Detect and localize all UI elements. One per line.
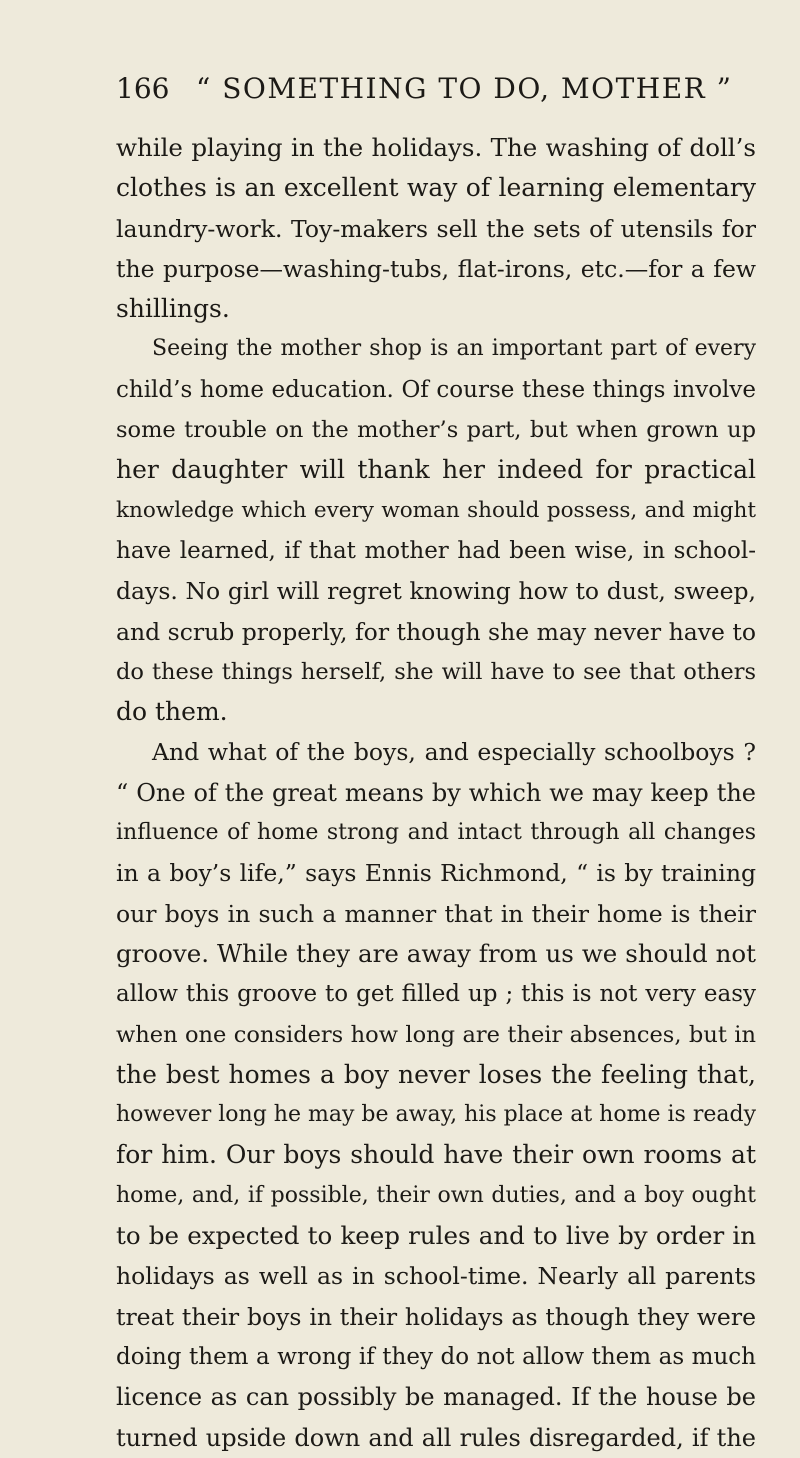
text-line: and scrub properly, for though she may never have to <box>116 617 756 646</box>
text-line: the best homes a boy never loses the feeling that, <box>116 1059 756 1089</box>
text-line: while playing in the holidays. The washing of doll’s <box>116 133 756 162</box>
text-line: child’s home education. Of course these things involve <box>116 376 756 403</box>
page-header <box>116 72 756 112</box>
text-line: knowledge which every woman should possess, and might <box>116 497 756 523</box>
text-line: licence as can possibly be managed. If the house be <box>116 1383 756 1412</box>
text-line: And what of the boys, and especially schoolboys ? <box>152 738 756 767</box>
text-line: Seeing the mother shop is an important part of every <box>152 336 756 362</box>
text-line: do these things herself, she will have to see that others <box>116 658 756 685</box>
text-line: turned upside down and all rules disregarded, if the <box>116 1423 756 1452</box>
text-line: allow this groove to get filled up ; this is not very easy <box>116 981 756 1008</box>
text-line: when one considers how long are their absences, but in <box>116 1021 756 1048</box>
text-line: however long he may be away, his place at home is ready <box>116 1102 756 1128</box>
text-line: have learned, if that mother had been wise, in school- <box>116 537 756 564</box>
text-line: influence of home strong and intact through all changes <box>116 820 756 846</box>
text-line: some trouble on the mother’s part, but when grown up <box>116 417 756 444</box>
text-line: holidays as well as in school-time. Nearly all parents <box>116 1262 756 1291</box>
text-line: for him. Our boys should have their own rooms at <box>116 1140 756 1170</box>
text-line: shillings. <box>116 294 230 324</box>
text-line: clothes is an excellent way of learning elementary <box>116 173 756 203</box>
text-line: in a boy’s life,” says Ennis Richmond, “ is by training <box>116 859 756 888</box>
text-line: our boys in such a manner that in their home is their <box>116 899 756 928</box>
body-text <box>116 128 756 1458</box>
text-line: laundry-work. Toy-makers sell the sets of utensils for <box>116 214 756 243</box>
text-line: home, and, if possible, their own duties, and a boy ought <box>116 1182 756 1208</box>
text-line: do them. <box>116 697 228 727</box>
text-line: “ One of the great means by which we may keep the <box>116 778 756 807</box>
text-line: the purpose—washing-tubs, flat-irons, etc.—for a few <box>116 254 756 283</box>
page-number: 166 <box>116 72 170 105</box>
text-line: days. No girl will regret knowing how to dust, sweep, <box>116 577 756 606</box>
text-line: doing them a wrong if they do not allow them as much <box>116 1343 756 1370</box>
text-line: to be expected to keep rules and to live by order in <box>116 1221 756 1251</box>
text-line: treat their boys in their holidays as though they were <box>116 1302 756 1331</box>
text-line: her daughter will thank her indeed for practical <box>116 455 756 485</box>
running-head: “ SOMETHING TO DO, MOTHER ” <box>196 72 733 105</box>
text-line: groove. While they are away from us we should not <box>116 938 756 968</box>
